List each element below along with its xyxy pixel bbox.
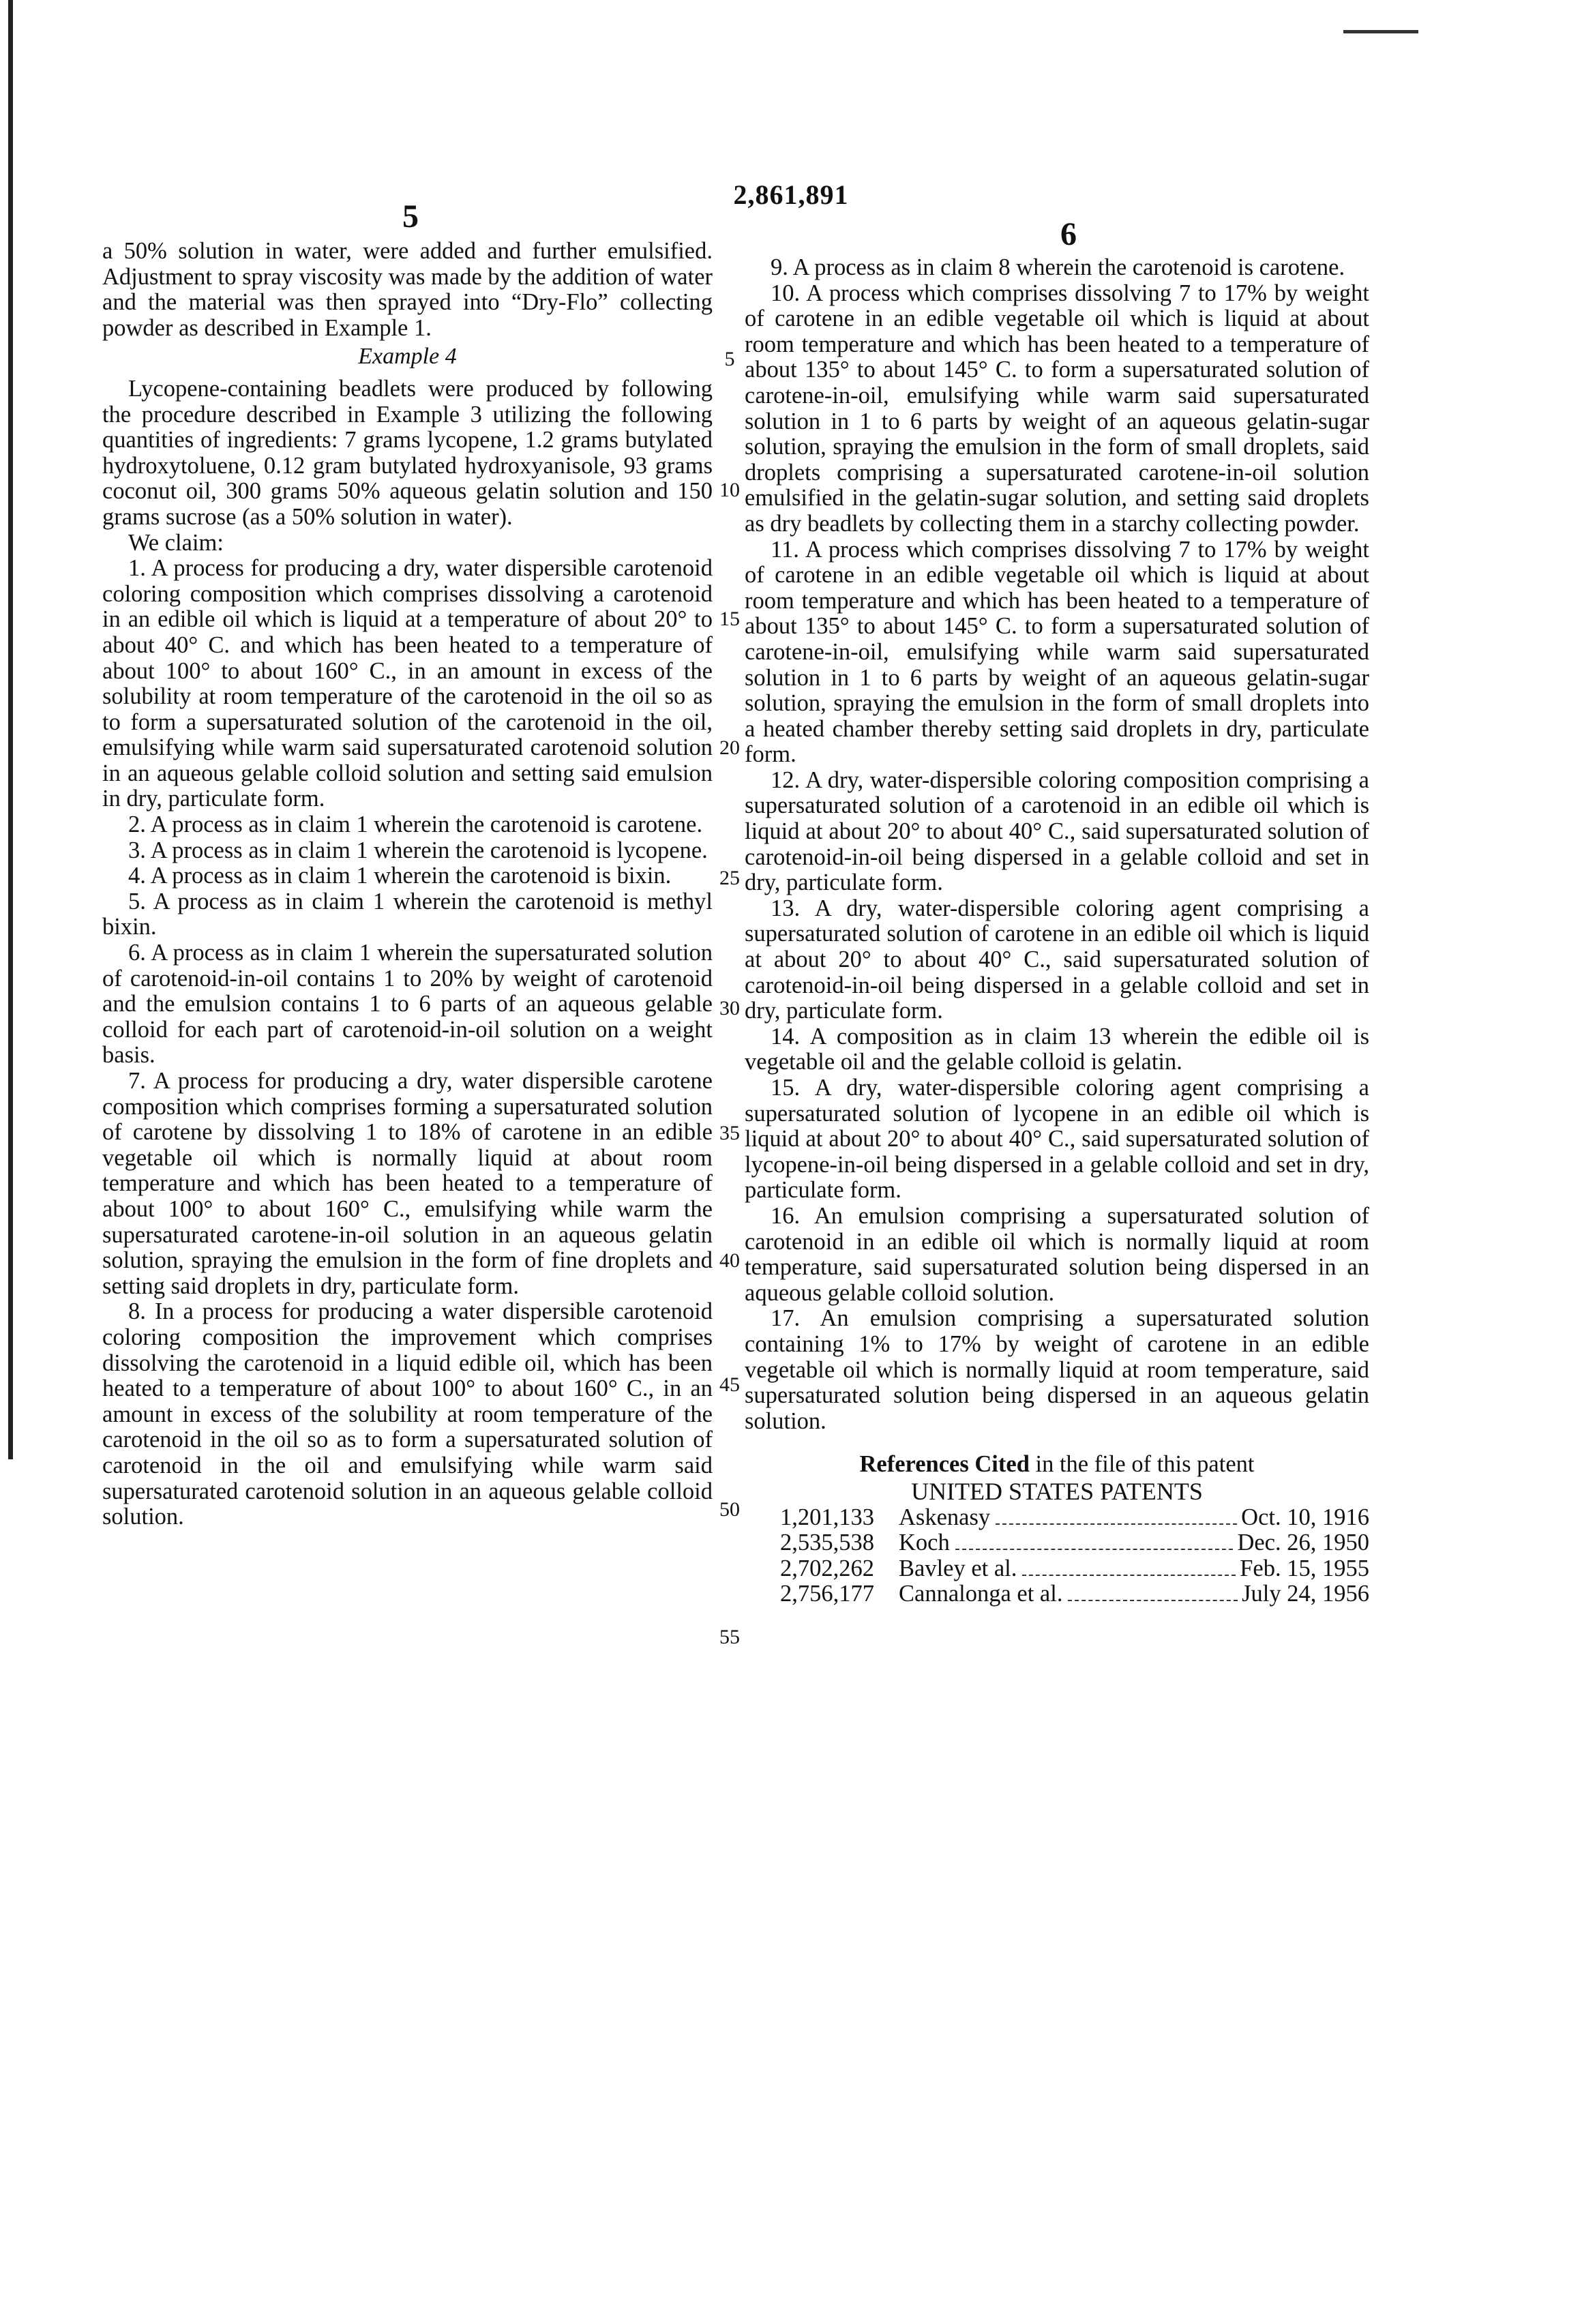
references-title-rest: in the file of this patent bbox=[1030, 1451, 1255, 1477]
claim: 3. A process as in claim 1 wherein the carotenoid is lycopene. bbox=[102, 838, 713, 864]
claim: 13. A dry, water-dispersible coloring agent comprising a supersaturated solution of carotene in an edible oil which is liquid at about 20° to about 40° C., said supersaturated solution of carotenoid-in-oil being dispersed in a gelable colloid and set in dry, particulate form. bbox=[745, 896, 1369, 1024]
line-number: 35 bbox=[716, 1122, 743, 1145]
line-number: 30 bbox=[716, 997, 743, 1020]
claim: 2. A process as in claim 1 wherein the carotenoid is carotene. bbox=[102, 812, 713, 838]
references-subtitle: UNITED STATES PATENTS bbox=[745, 1479, 1369, 1505]
line-number: 25 bbox=[716, 867, 743, 890]
claim: 5. A process as in claim 1 wherein the carotenoid is methyl bixin. bbox=[102, 889, 713, 940]
leader-dashes bbox=[1068, 1600, 1238, 1601]
reference-date: July 24, 1956 bbox=[1242, 1581, 1369, 1607]
reference-row bbox=[745, 1530, 1369, 1556]
line-number: 5 bbox=[716, 348, 743, 371]
claim: 1. A process for producing a dry, water dispersible carotenoid coloring composition which comprises dissolving a carotenoid in an edible oil which is liquid at a temperature of about 20° to about 40° C. and which has been heated to a temperature of about 100° to about 160° C., in an amount in excess of the solubility at room temperature of the carotenoid in the oil so as to form a supersaturated solution of the carotenoid in the oil, emulsifying while warm said supersaturated carotenoid solution in an aqueous gelable colloid solution and setting said emulsion in dry, particulate form. bbox=[102, 556, 713, 812]
leader-dashes bbox=[955, 1549, 1234, 1550]
claim: 12. A dry, water-dispersible coloring composition comprising a supersaturated solution of a carotenoid in an edible oil which is liquid at about 20° to about 40° C., said supersaturated solution of carotenoid-in-oil being dispersed in a gelable colloid and set in dry, particulate form. bbox=[745, 768, 1369, 896]
reference-number: 2,702,262 bbox=[758, 1556, 874, 1582]
claim: 17. An emulsion comprising a supersaturated solution containing 1% to 17% by weight of carotene in an edible vegetable oil which is normally liquid at room temperature, said supersaturated solution being dispersed in an aqueous gelatin solution. bbox=[745, 1306, 1369, 1434]
paragraph: Lycopene-containing beadlets were produced by following the procedure described in Example 3 utilizing the following quantities of ingredients: 7 grams lycopene, 1.2 grams butylated hydroxytoluene, 0.12 gram butylated hydroxyanisole, 93 grams coconut oil, 300 grams 50% aqueous gelatin solution and 150 grams sucrose (as a 50% solution in water). bbox=[102, 376, 713, 531]
leader-dashes bbox=[1022, 1575, 1236, 1576]
right-column-number: 6 bbox=[1060, 215, 1077, 253]
line-number: 20 bbox=[716, 736, 743, 760]
claim: 15. A dry, water-dispersible coloring agent comprising a supersaturated solution of lycopene in an edible oil which is liquid at about 20° to about 40° C., said supersaturated solution of lycopene-in-oil being dispersed in a gelable colloid and set in dry, particulate form. bbox=[745, 1075, 1369, 1204]
claim: 11. A process which comprises dissolving 7 to 17% by weight of carotene in an edible vegetable oil which is liquid at about room temperature and which has been heated to a temperature of about 135° to about 145° C. to form a supersaturated solution of carotene-in-oil, emulsifying while warm said supersaturated solution in 1 to 6 parts by weight of an aqueous gelatin-sugar solution, spraying the emulsion in the form of small droplets into a heated chamber thereby setting said droplets in dry, particulate form. bbox=[745, 537, 1369, 768]
claim: 4. A process as in claim 1 wherein the carotenoid is bixin. bbox=[102, 863, 713, 889]
references-title-bold: References Cited bbox=[860, 1451, 1030, 1477]
reference-number: 2,756,177 bbox=[758, 1581, 874, 1607]
left-column-number: 5 bbox=[402, 198, 419, 235]
reference-name: Cannalonga et al. bbox=[899, 1581, 1062, 1607]
line-number: 50 bbox=[716, 1498, 743, 1521]
references-cited bbox=[745, 1452, 1369, 1607]
claim: 8. In a process for producing a water dispersible carotenoid coloring composition the improvement which comprises dissolving the carotenoid in a liquid edible oil, which has been heated to a temperature of about 100° to about 160° C., in an amount in excess of the solubility at room temperature of the carotenoid in the oil so as to form a supersaturated solution of carotenoid in the oil and emulsifying while warm said supersaturated carotenoid solution in an aqueous gelable colloid solution. bbox=[102, 1299, 713, 1530]
references-title bbox=[745, 1452, 1369, 1478]
claim: 10. A process which comprises dissolving 7 to 17% by weight of carotene in an edible vegetable oil which is liquid at about room temperature and which has been heated to a temperature of about 135° to about 145° C. to form a supersaturated solution of carotene-in-oil, emulsifying while warm said supersaturated solution in 1 to 6 parts by weight of an aqueous gelatin-sugar solution, spraying the emulsion in the form of small droplets, said droplets comprising a supersaturated carotene-in-oil solution emulsified in the gelatin-sugar solution, and setting said droplets as dry beadlets by collecting them in a starchy collecting powder. bbox=[745, 281, 1369, 537]
reference-date: Feb. 15, 1955 bbox=[1240, 1556, 1369, 1582]
line-number: 10 bbox=[716, 479, 743, 502]
reference-date: Oct. 10, 1916 bbox=[1241, 1505, 1369, 1531]
reference-name: Askenasy bbox=[899, 1505, 990, 1531]
reference-date: Dec. 26, 1950 bbox=[1237, 1530, 1369, 1556]
reference-number: 1,201,133 bbox=[758, 1505, 874, 1531]
reference-row bbox=[745, 1505, 1369, 1531]
claim: 16. An emulsion comprising a supersaturated solution of carotenoid in an edible oil which is normally liquid at room temperature, said supersaturated solution being dispersed in an aqueous gelable colloid solution. bbox=[745, 1204, 1369, 1306]
scan-mark bbox=[1343, 30, 1418, 33]
scan-edge-line bbox=[8, 0, 13, 1459]
example-heading: Example 4 bbox=[102, 344, 713, 370]
left-column bbox=[102, 239, 713, 1530]
line-number: 55 bbox=[716, 1626, 743, 1649]
line-number: 15 bbox=[716, 608, 743, 631]
reference-row bbox=[745, 1581, 1369, 1607]
claim: 7. A process for producing a dry, water dispersible carotene composition which comprises forming a supersaturated solution of carotene by dissolving 1 to 18% of carotene in an edible vegetable oil which is normally liquid at about room temperature and which has been heated to a temperature of about 100° to about 160° C., emulsifying while warm the supersaturated carotene-in-oil solution in an aqueous gelatin solution, spraying the emulsion in the form of fine droplets and setting said droplets in dry, particulate form. bbox=[102, 1069, 713, 1299]
claim: 9. A process as in claim 8 wherein the carotenoid is carotene. bbox=[745, 255, 1369, 281]
claim: 6. A process as in claim 1 wherein the supersaturated solution of carotenoid-in-oil contains 1 to 20% by weight of carotenoid and the emulsion contains 1 to 6 parts of an aqueous gelable colloid for each part of carotenoid-in-oil solution on a weight basis. bbox=[102, 940, 713, 1069]
reference-name: Bavley et al. bbox=[899, 1556, 1017, 1582]
line-number: 45 bbox=[716, 1373, 743, 1397]
paragraph: a 50% solution in water, were added and further emulsified. Adjustment to spray viscosity was made by the addition of water and the material was then sprayed into “Dry-Flo” collecting powder as described in Example 1. bbox=[102, 239, 713, 341]
reference-row bbox=[745, 1556, 1369, 1582]
reference-name: Koch bbox=[899, 1530, 950, 1556]
line-number: 40 bbox=[716, 1249, 743, 1272]
right-column bbox=[745, 255, 1369, 1607]
leader-dashes bbox=[996, 1523, 1237, 1525]
claim: 14. A composition as in claim 13 wherein the edible oil is vegetable oil and the gelable colloid is gelatin. bbox=[745, 1024, 1369, 1075]
we-claim: We claim: bbox=[102, 531, 713, 556]
patent-number: 2,861,891 bbox=[0, 179, 1582, 211]
reference-number: 2,535,538 bbox=[758, 1530, 874, 1556]
